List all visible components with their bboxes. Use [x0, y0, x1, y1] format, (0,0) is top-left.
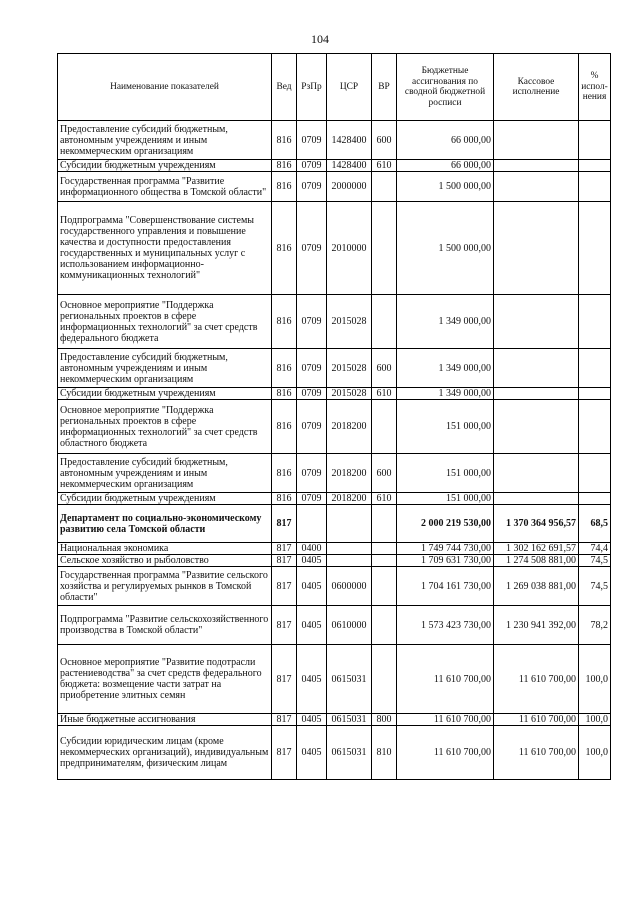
table-row: [58, 543, 611, 555]
row-rzpr-cell: 0405: [297, 555, 327, 567]
row-budget-cell: 151 000,00: [397, 493, 494, 505]
row-budget-cell: 11 610 700,00: [397, 726, 494, 780]
row-vr-cell: 600: [372, 349, 397, 388]
row-vr-cell: [372, 555, 397, 567]
row-ved-cell: 816: [272, 388, 297, 400]
table-row: [58, 172, 611, 202]
table-row: [58, 714, 611, 726]
row-ved-cell: 816: [272, 202, 297, 295]
row-cash-cell: 11 610 700,00: [494, 645, 579, 714]
row-budget-cell: 151 000,00: [397, 400, 494, 454]
row-pct-cell: 74,5: [579, 567, 611, 606]
row-csr-cell: 2018200: [327, 493, 372, 505]
row-rzpr-cell: 0709: [297, 388, 327, 400]
row-name-cell: Предоставление субсидий бюджетным, автономным учреждениям и иным некоммерческим организациям: [58, 121, 272, 160]
table-row: [58, 400, 611, 454]
row-name-cell: Департамент по социально-экономическому развитию села Томской области: [58, 505, 272, 543]
table-row: [58, 160, 611, 172]
row-rzpr-cell: 0405: [297, 726, 327, 780]
row-csr-cell: 1428400: [327, 121, 372, 160]
row-budget-cell: 1 704 161 730,00: [397, 567, 494, 606]
row-rzpr-cell: 0709: [297, 295, 327, 349]
row-rzpr-cell: [297, 505, 327, 543]
row-cash-cell: [494, 454, 579, 493]
row-csr-cell: 2000000: [327, 172, 372, 202]
row-csr-cell: 2018200: [327, 454, 372, 493]
row-cash-cell: 1 269 038 881,00: [494, 567, 579, 606]
row-rzpr-cell: 0400: [297, 543, 327, 555]
row-budget-cell: 66 000,00: [397, 160, 494, 172]
header-budget: Бюджетные ассигнования по сводной бюджетной росписи: [397, 54, 494, 121]
row-csr-cell: 2018200: [327, 400, 372, 454]
row-pct-cell: [579, 493, 611, 505]
row-pct-cell: 68,5: [579, 505, 611, 543]
row-cash-cell: 11 610 700,00: [494, 726, 579, 780]
row-budget-cell: 11 610 700,00: [397, 645, 494, 714]
row-budget-cell: 1 500 000,00: [397, 202, 494, 295]
row-vr-cell: [372, 400, 397, 454]
row-vr-cell: [372, 505, 397, 543]
row-pct-cell: [579, 160, 611, 172]
row-rzpr-cell: 0405: [297, 606, 327, 645]
row-pct-cell: [579, 388, 611, 400]
row-name-cell: Основное мероприятие "Поддержка региональных проектов в сфере информационных технологий" за счет средств федерального бюджета: [58, 295, 272, 349]
row-name-cell: Сельское хозяйство и рыболовство: [58, 555, 272, 567]
row-cash-cell: 11 610 700,00: [494, 714, 579, 726]
row-rzpr-cell: 0709: [297, 172, 327, 202]
row-rzpr-cell: 0405: [297, 714, 327, 726]
row-pct-cell: 100,0: [579, 714, 611, 726]
row-vr-cell: 610: [372, 493, 397, 505]
header-name: Наименование показателей: [58, 54, 272, 121]
row-ved-cell: 817: [272, 567, 297, 606]
row-rzpr-cell: 0709: [297, 400, 327, 454]
row-cash-cell: 1 370 364 956,57: [494, 505, 579, 543]
row-name-cell: Подпрограмма "Совершенствование системы государственного управления и повышение качества и доступности предоставления государственных и муниципальных услуг с использованием информационно-коммуникационных технологий": [58, 202, 272, 295]
row-cash-cell: 1 274 508 881,00: [494, 555, 579, 567]
page-number: 104: [311, 32, 329, 46]
row-vr-cell: [372, 295, 397, 349]
row-budget-cell: 151 000,00: [397, 454, 494, 493]
row-vr-cell: 610: [372, 160, 397, 172]
row-name-cell: Субсидии бюджетным учреждениям: [58, 160, 272, 172]
row-budget-cell: 1 573 423 730,00: [397, 606, 494, 645]
row-vr-cell: [372, 172, 397, 202]
row-cash-cell: [494, 349, 579, 388]
row-rzpr-cell: 0405: [297, 567, 327, 606]
table-row: [58, 505, 611, 543]
row-vr-cell: [372, 606, 397, 645]
row-vr-cell: 600: [372, 454, 397, 493]
header-cash: Кассовое исполнение: [494, 54, 579, 121]
row-cash-cell: 1 230 941 392,00: [494, 606, 579, 645]
row-budget-cell: 11 610 700,00: [397, 714, 494, 726]
row-rzpr-cell: 0709: [297, 349, 327, 388]
row-name-cell: Национальная экономика: [58, 543, 272, 555]
row-csr-cell: 2010000: [327, 202, 372, 295]
row-rzpr-cell: 0709: [297, 121, 327, 160]
row-budget-cell: 1 500 000,00: [397, 172, 494, 202]
row-pct-cell: [579, 400, 611, 454]
header-pct: % испол-нения: [579, 54, 611, 121]
row-pct-cell: [579, 172, 611, 202]
row-cash-cell: 1 302 162 691,57: [494, 543, 579, 555]
row-pct-cell: [579, 349, 611, 388]
table-row: [58, 726, 611, 780]
row-ved-cell: 816: [272, 349, 297, 388]
row-name-cell: Субсидии юридическим лицам (кроме некоммерческих организаций), индивидуальным предпринимателям, физическим лицам: [58, 726, 272, 780]
row-pct-cell: [579, 121, 611, 160]
row-csr-cell: [327, 543, 372, 555]
row-cash-cell: [494, 493, 579, 505]
table-header-row: [58, 54, 611, 121]
table-row: [58, 295, 611, 349]
row-cash-cell: [494, 400, 579, 454]
row-csr-cell: 0615031: [327, 714, 372, 726]
table-row: [58, 555, 611, 567]
row-vr-cell: 610: [372, 388, 397, 400]
row-vr-cell: [372, 645, 397, 714]
row-pct-cell: 78,2: [579, 606, 611, 645]
row-csr-cell: 0615031: [327, 726, 372, 780]
row-csr-cell: 2015028: [327, 388, 372, 400]
header-vr: ВР: [372, 54, 397, 121]
table-row: [58, 645, 611, 714]
header-ved: Вед: [272, 54, 297, 121]
table-row: [58, 349, 611, 388]
row-csr-cell: [327, 555, 372, 567]
row-vr-cell: 600: [372, 121, 397, 160]
row-ved-cell: 817: [272, 505, 297, 543]
row-name-cell: Субсидии бюджетным учреждениям: [58, 493, 272, 505]
table-row: [58, 567, 611, 606]
row-pct-cell: [579, 454, 611, 493]
row-cash-cell: [494, 121, 579, 160]
table-row: [58, 454, 611, 493]
row-vr-cell: [372, 202, 397, 295]
row-cash-cell: [494, 172, 579, 202]
table-row: [58, 202, 611, 295]
row-pct-cell: [579, 202, 611, 295]
row-vr-cell: [372, 543, 397, 555]
row-ved-cell: 817: [272, 645, 297, 714]
row-name-cell: Основное мероприятие "Развитие подотрасли растениеводства" за счет средств федерального бюджета: возмещение части затрат на приобретение элитных семян: [58, 645, 272, 714]
row-csr-cell: 0610000: [327, 606, 372, 645]
row-name-cell: Иные бюджетные ассигнования: [58, 714, 272, 726]
row-rzpr-cell: 0709: [297, 493, 327, 505]
table-row: [58, 493, 611, 505]
row-pct-cell: [579, 295, 611, 349]
row-csr-cell: 2015028: [327, 349, 372, 388]
row-cash-cell: [494, 160, 579, 172]
row-ved-cell: 817: [272, 543, 297, 555]
row-name-cell: Субсидии бюджетным учреждениям: [58, 388, 272, 400]
row-pct-cell: 100,0: [579, 645, 611, 714]
row-name-cell: Государственная программа "Развитие информационного общества в Томской области": [58, 172, 272, 202]
row-budget-cell: 1 349 000,00: [397, 295, 494, 349]
budget-table: [57, 53, 611, 780]
row-ved-cell: 817: [272, 555, 297, 567]
row-vr-cell: 810: [372, 726, 397, 780]
row-ved-cell: 816: [272, 493, 297, 505]
header-csr: ЦСР: [327, 54, 372, 121]
header-rzpr: РзПр: [297, 54, 327, 121]
row-csr-cell: 0615031: [327, 645, 372, 714]
row-pct-cell: 100,0: [579, 726, 611, 780]
row-rzpr-cell: 0405: [297, 645, 327, 714]
row-budget-cell: 1 349 000,00: [397, 349, 494, 388]
row-ved-cell: 816: [272, 400, 297, 454]
row-budget-cell: 1 709 631 730,00: [397, 555, 494, 567]
row-rzpr-cell: 0709: [297, 202, 327, 295]
row-ved-cell: 816: [272, 295, 297, 349]
row-rzpr-cell: 0709: [297, 454, 327, 493]
table-row: [58, 388, 611, 400]
row-ved-cell: 817: [272, 606, 297, 645]
row-cash-cell: [494, 295, 579, 349]
row-vr-cell: 800: [372, 714, 397, 726]
row-ved-cell: 816: [272, 121, 297, 160]
row-ved-cell: 816: [272, 454, 297, 493]
row-name-cell: Основное мероприятие "Поддержка региональных проектов в сфере информационных технологий" за счет средств областного бюджета: [58, 400, 272, 454]
row-pct-cell: 74,4: [579, 543, 611, 555]
row-budget-cell: 2 000 219 530,00: [397, 505, 494, 543]
row-csr-cell: 0600000: [327, 567, 372, 606]
row-ved-cell: 816: [272, 160, 297, 172]
row-name-cell: Предоставление субсидий бюджетным, автономным учреждениям и иным некоммерческим организациям: [58, 349, 272, 388]
table-body: [58, 121, 611, 780]
row-name-cell: Государственная программа "Развитие сельского хозяйства и регулируемых рынков в Томской области": [58, 567, 272, 606]
row-ved-cell: 817: [272, 726, 297, 780]
row-pct-cell: 74,5: [579, 555, 611, 567]
row-csr-cell: 2015028: [327, 295, 372, 349]
row-name-cell: Предоставление субсидий бюджетным, автономным учреждениям и иным некоммерческим организациям: [58, 454, 272, 493]
row-budget-cell: 1 349 000,00: [397, 388, 494, 400]
table-row: [58, 606, 611, 645]
table-row: [58, 121, 611, 160]
row-ved-cell: 817: [272, 714, 297, 726]
row-name-cell: Подпрограмма "Развитие сельскохозяйственного производства в Томской области": [58, 606, 272, 645]
row-rzpr-cell: 0709: [297, 160, 327, 172]
row-csr-cell: [327, 505, 372, 543]
row-cash-cell: [494, 388, 579, 400]
row-cash-cell: [494, 202, 579, 295]
row-budget-cell: 1 749 744 730,00: [397, 543, 494, 555]
row-ved-cell: 816: [272, 172, 297, 202]
row-vr-cell: [372, 567, 397, 606]
row-csr-cell: 1428400: [327, 160, 372, 172]
row-budget-cell: 66 000,00: [397, 121, 494, 160]
